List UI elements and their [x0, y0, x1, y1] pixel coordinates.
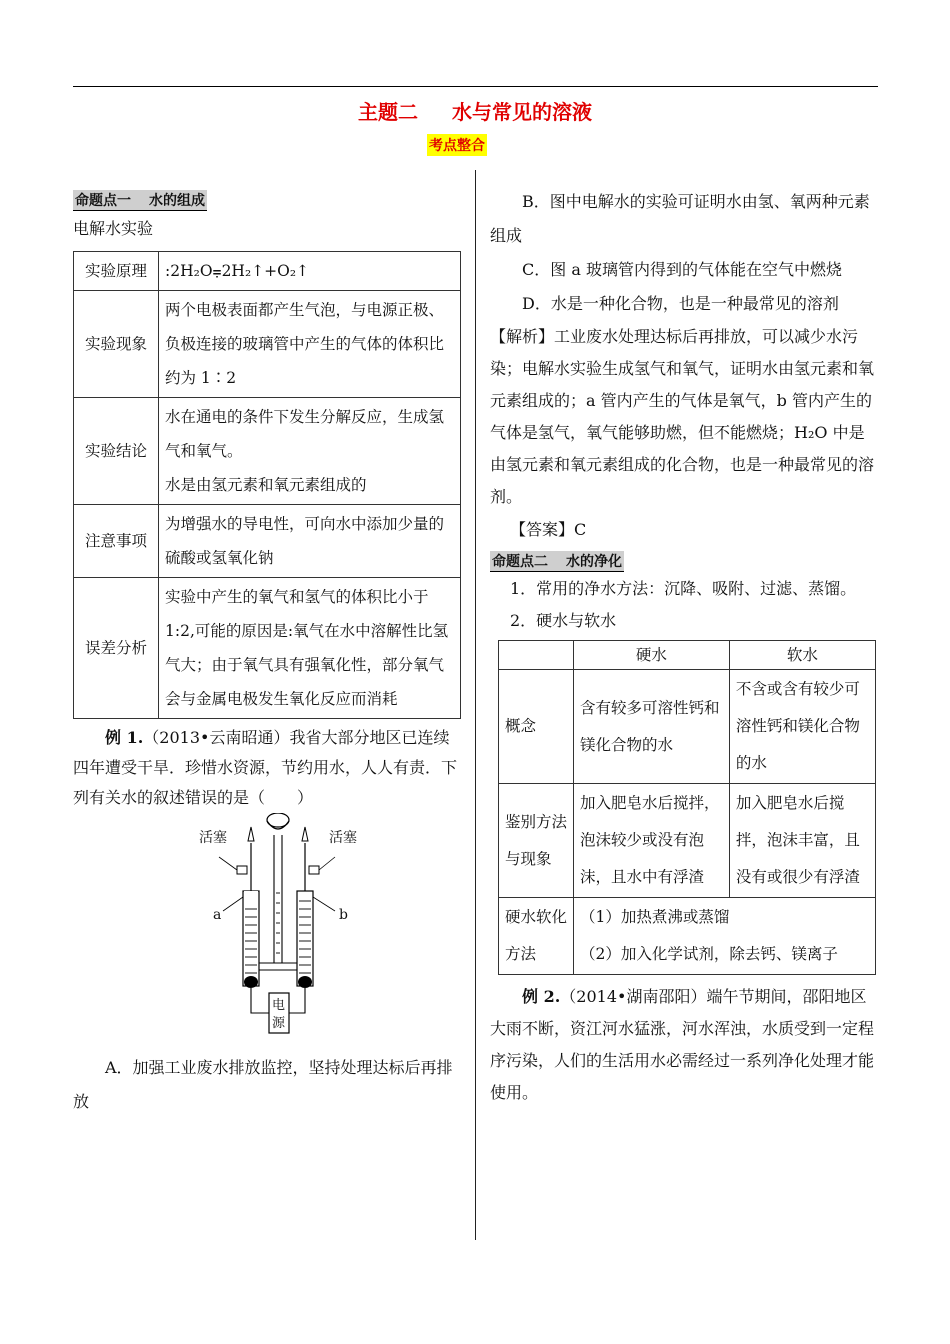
title-part2: 水与常见的溶液 [452, 100, 592, 124]
example-1 [73, 723, 465, 813]
label-valve-left: 活塞 [199, 830, 227, 846]
electrolysis-apparatus-figure [73, 813, 465, 1043]
hard-soft-water-heading: 2．硬水与软水 [510, 611, 617, 630]
row-value: 两个电极表面都产生气泡，与电源正极、负极连接的玻璃管中产生的气体的体积比约为 1∶2 [159, 291, 461, 398]
table-row [74, 398, 461, 505]
row-value: 为增强水的导电性，可向水中添加少量的硫酸或氢氧化钠 [159, 505, 461, 578]
top-rule [73, 86, 878, 87]
cell-soft: 不含或含有较少可溶性钙和镁化合物的水 [729, 670, 875, 784]
option-b: B．图中电解水的实验可证明水由氢、氧两种元素组成 [490, 192, 870, 245]
softening-method-1: （1）加热煮沸或蒸馏 [580, 908, 730, 926]
row-key: 鉴别方法与现象 [499, 784, 574, 898]
option-c: C．图 a 玻璃管内得到的气体能在空气中燃烧 [522, 260, 842, 279]
section-intro: 电解水实验 [73, 219, 154, 238]
subtitle: 考点整合 [427, 134, 487, 156]
electrolysis-table [73, 251, 461, 719]
softening-method-2: （2）加入化学试剂，除去钙、镁离子 [580, 945, 838, 963]
row-key: 实验原理 [74, 252, 159, 291]
example-1-label: 例 1. [105, 728, 144, 747]
example-2-label: 例 2. [522, 987, 561, 1006]
example-2-text: （2014•湖南邵阳）端午节期间，邵阳地区大雨不断，资江河水猛涨，河水浑浊，水质受到一定程序污染，人们的生活用水必需经过一系列净化处理才能使用。 [490, 987, 875, 1102]
option-d: D．水是一种化合物，也是一种最常见的溶剂 [522, 294, 839, 313]
example-2 [490, 981, 880, 1109]
label-valve-right: 活塞 [329, 830, 357, 846]
table-row [74, 505, 461, 578]
section-heading-1: 命题点一 水的组成 [73, 190, 207, 211]
purification-methods: 1．常用的净水方法：沉降、吸附、过滤、蒸馏。 [510, 579, 857, 598]
row-value: :2H₂O⩦2H₂↑+O₂↑ [159, 252, 461, 291]
analysis: 【解析】工业废水处理达标后再排放，可以减少水污染；电解水实验生成氢气和氧气，证明水由氢元素和氧元素组成的；a 管内产生的气体是氧气，b 管内产生的气体是氢气，氧气能够助燃，但不能燃烧；H₂O 中是由氢元素和氧元素组成的化合物，也是一种最常见的溶剂。 [490, 327, 875, 506]
hard-soft-water-table [498, 640, 876, 975]
softening-methods [574, 898, 876, 975]
option-a: A．加强工业废水排放监控，坚持处理达标后再排放 [73, 1058, 453, 1111]
left-column [73, 190, 465, 1119]
row-key: 实验结论 [74, 398, 159, 505]
row-value [159, 398, 461, 505]
page-title [0, 96, 950, 125]
table-row [74, 252, 461, 291]
column-divider [475, 170, 476, 1240]
label-a: a [213, 907, 222, 923]
title-part1: 主题二 [358, 100, 418, 124]
table-row [499, 898, 876, 975]
table-row [499, 670, 876, 784]
table-row [74, 578, 461, 719]
label-power-2: 源 [272, 1016, 286, 1031]
table-row [499, 641, 876, 670]
section-heading-2: 命题点二 水的净化 [490, 551, 624, 572]
row-value: 实验中产生的氧气和氢气的体积比小于 1:2,可能的原因是:氧气在水中溶解性比氢气大；由于氧气具有强氧化性，部分氧气会与金属电极发生氧化反应而消耗 [159, 578, 461, 719]
row-key: 实验现象 [74, 291, 159, 398]
table-row [74, 291, 461, 398]
label-power-1: 电 [272, 998, 286, 1013]
cell-soft: 加入肥皂水后搅拌，泡沫丰富，且没有或很少有浮渣 [729, 784, 875, 898]
row-value-line2: 水是由氢元素和氧元素组成的 [165, 476, 367, 494]
example-1-text: （2013•云南昭通）我省大部分地区已连续四年遭受干旱．珍惜水资源，节约用水，人人有责．下列有关水的叙述错误的是（ ） [73, 728, 458, 807]
col-header-soft: 软水 [729, 641, 875, 670]
row-key: 概念 [499, 670, 574, 784]
table-row [499, 784, 876, 898]
row-key: 硬水软化方法 [499, 898, 574, 975]
row-key: 误差分析 [74, 578, 159, 719]
cell-hard: 含有较多可溶性钙和镁化合物的水 [574, 670, 730, 784]
right-column [490, 185, 880, 1109]
answer: 【答案】C [510, 520, 587, 539]
cell-hard: 加入肥皂水后搅拌，泡沫较少或没有泡沫，且水中有浮渣 [574, 784, 730, 898]
row-key: 注意事项 [74, 505, 159, 578]
row-value-line1: 水在通电的条件下发生分解反应，生成氢气和氧气。 [165, 408, 445, 460]
apparatus-diagram [73, 813, 465, 1043]
col-header-hard: 硬水 [574, 641, 730, 670]
label-b: b [339, 907, 348, 923]
